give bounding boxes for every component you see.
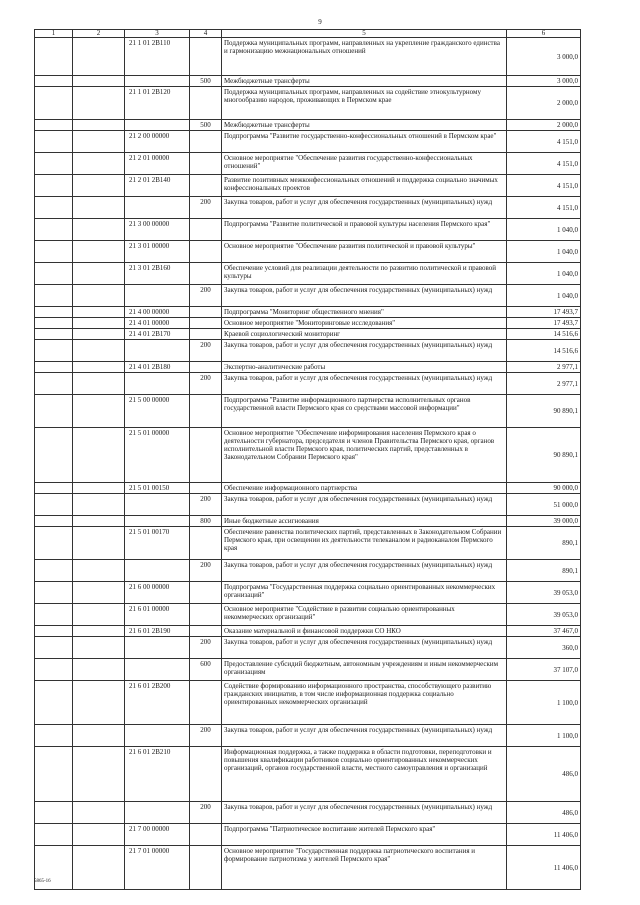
- type-cell: 500: [190, 120, 222, 131]
- empty-cell: [35, 76, 73, 87]
- empty-cell: [73, 197, 125, 219]
- amount-cell: 51 000,0: [507, 494, 581, 516]
- name-cell: Закупка товаров, работ и услуг для обеспечения государственных (муниципальных) нужд: [222, 494, 507, 516]
- empty-cell: [35, 516, 73, 527]
- type-cell: 200: [190, 285, 222, 307]
- amount-cell: 17 493,7: [507, 318, 581, 329]
- empty-cell: [35, 263, 73, 285]
- empty-cell: [35, 582, 73, 604]
- name-cell: Закупка товаров, работ и услуг для обеспечения государственных (муниципальных) нужд: [222, 373, 507, 395]
- amount-cell: 890,1: [507, 527, 581, 560]
- empty-cell: [73, 659, 125, 681]
- code-cell: 21 6 01 2В200: [125, 681, 190, 725]
- name-cell: Закупка товаров, работ и услуг для обеспечения государственных (муниципальных) нужд: [222, 197, 507, 219]
- amount-cell: 1 100,0: [507, 725, 581, 747]
- code-cell: [125, 285, 190, 307]
- column-header: 6: [507, 30, 581, 38]
- amount-cell: 39 053,0: [507, 604, 581, 626]
- code-cell: 21 5 01 00150: [125, 483, 190, 494]
- empty-cell: [73, 527, 125, 560]
- type-cell: 600: [190, 659, 222, 681]
- name-cell: Подпрограмма "Государственная поддержка социально ориентированных некоммерческих организаций": [222, 582, 507, 604]
- name-cell: Подпрограмма "Развитие государственно-конфессиональных отношений в Пермском крае": [222, 131, 507, 153]
- empty-cell: [73, 626, 125, 637]
- name-cell: Краевой социологический мониторинг: [222, 329, 507, 340]
- table-row: [35, 659, 581, 681]
- empty-cell: [35, 494, 73, 516]
- table-row: [35, 340, 581, 362]
- amount-cell: 4 151,0: [507, 153, 581, 175]
- type-cell: [190, 527, 222, 560]
- code-cell: 21 3 01 2В160: [125, 263, 190, 285]
- empty-cell: [35, 120, 73, 131]
- code-cell: [125, 373, 190, 395]
- name-cell: Развитие позитивных межконфессиональных отношений и поддержка социально значимых конфессиональных проектов: [222, 175, 507, 197]
- empty-cell: [35, 87, 73, 120]
- empty-cell: [35, 747, 73, 802]
- table-row: [35, 241, 581, 263]
- type-cell: 200: [190, 802, 222, 824]
- table-row: [35, 38, 581, 76]
- empty-cell: [35, 395, 73, 428]
- empty-cell: [35, 131, 73, 153]
- code-cell: 21 1 01 2В110: [125, 38, 190, 76]
- type-cell: [190, 362, 222, 373]
- empty-cell: [73, 824, 125, 846]
- amount-cell: 3 000,0: [507, 38, 581, 76]
- type-cell: [190, 626, 222, 637]
- code-cell: [125, 340, 190, 362]
- empty-cell: [35, 637, 73, 659]
- name-cell: Обеспечение равенства политических партий, представленных в Законодательном Собрании Пермского края, при освещении их деятельности телеканалом и радиоканалом Пермского края: [222, 527, 507, 560]
- table-row: [35, 87, 581, 120]
- table-row: [35, 637, 581, 659]
- empty-cell: [35, 483, 73, 494]
- empty-cell: [35, 373, 73, 395]
- type-cell: 800: [190, 516, 222, 527]
- name-cell: Подпрограмма "Патриотическое воспитание жителей Пермского края": [222, 824, 507, 846]
- amount-cell: 4 151,0: [507, 197, 581, 219]
- column-header: 4: [190, 30, 222, 38]
- name-cell: Основное мероприятие "Содействие в развитии социально ориентированных некоммерческих организаций": [222, 604, 507, 626]
- code-cell: [125, 560, 190, 582]
- table-row: [35, 153, 581, 175]
- empty-cell: [35, 362, 73, 373]
- name-cell: Закупка товаров, работ и услуг для обеспечения государственных (муниципальных) нужд: [222, 725, 507, 747]
- code-cell: 21 6 01 2В190: [125, 626, 190, 637]
- code-cell: 21 6 01 00000: [125, 604, 190, 626]
- type-cell: [190, 604, 222, 626]
- code-cell: 21 5 01 00170: [125, 527, 190, 560]
- name-cell: Иные бюджетные ассигнования: [222, 516, 507, 527]
- table-row: [35, 120, 581, 131]
- amount-cell: 486,0: [507, 747, 581, 802]
- table-row: [35, 395, 581, 428]
- amount-cell: 11 406,0: [507, 824, 581, 846]
- empty-cell: [35, 175, 73, 197]
- name-cell: Основное мероприятие "Государственная поддержка патриотического воспитания и формирование патриотизма у жителей Пермского края": [222, 846, 507, 890]
- name-cell: Основное мероприятие "Обеспечение информирования населения Пермского края о деятельности губернатора, председателя и членов Правительства Пермского края, органов исполнительной власти Пермского края, политических партий, представленных в Законодательном Собрании Пермского края": [222, 428, 507, 483]
- empty-cell: [73, 219, 125, 241]
- type-cell: 200: [190, 560, 222, 582]
- amount-cell: 2 977,1: [507, 362, 581, 373]
- table-row: [35, 527, 581, 560]
- name-cell: Поддержка муниципальных программ, направленных на укрепление гражданского единства и гармонизацию межнациональных отношений: [222, 38, 507, 76]
- name-cell: Основное мероприятие "Обеспечение развития политической и правовой культуры": [222, 241, 507, 263]
- code-cell: 21 2 01 00000: [125, 153, 190, 175]
- type-cell: [190, 428, 222, 483]
- type-cell: 200: [190, 197, 222, 219]
- type-cell: 200: [190, 340, 222, 362]
- empty-cell: [35, 802, 73, 824]
- type-cell: [190, 681, 222, 725]
- empty-cell: [73, 395, 125, 428]
- amount-cell: 360,0: [507, 637, 581, 659]
- code-cell: 21 7 01 00000: [125, 846, 190, 890]
- name-cell: Закупка товаров, работ и услуг для обеспечения государственных (муниципальных) нужд: [222, 802, 507, 824]
- code-cell: 21 1 01 2В120: [125, 87, 190, 120]
- name-cell: Подпрограмма "Мониторинг общественного мнения": [222, 307, 507, 318]
- empty-cell: [35, 38, 73, 76]
- code-cell: [125, 516, 190, 527]
- table-row: [35, 747, 581, 802]
- amount-cell: 890,1: [507, 560, 581, 582]
- type-cell: 200: [190, 637, 222, 659]
- table-row: [35, 285, 581, 307]
- amount-cell: 39 053,0: [507, 582, 581, 604]
- code-cell: 21 2 01 2В140: [125, 175, 190, 197]
- code-cell: [125, 76, 190, 87]
- empty-cell: [73, 582, 125, 604]
- empty-cell: [73, 483, 125, 494]
- empty-cell: [73, 153, 125, 175]
- name-cell: Закупка товаров, работ и услуг для обеспечения государственных (муниципальных) нужд: [222, 637, 507, 659]
- empty-cell: [73, 307, 125, 318]
- amount-cell: 2 000,0: [507, 87, 581, 120]
- type-cell: [190, 824, 222, 846]
- table-row: [35, 582, 581, 604]
- name-cell: Закупка товаров, работ и услуг для обеспечения государственных (муниципальных) нужд: [222, 285, 507, 307]
- footer-document-code: 5865-16: [34, 879, 51, 884]
- empty-cell: [73, 604, 125, 626]
- amount-cell: 3 000,0: [507, 76, 581, 87]
- empty-cell: [35, 219, 73, 241]
- empty-cell: [35, 307, 73, 318]
- name-cell: Основное мероприятие "Обеспечение развития государственно-конфессиональных отношений": [222, 153, 507, 175]
- name-cell: Обеспечение условий для реализации деятельности по развитию политической и правовой культуры: [222, 263, 507, 285]
- table-row: [35, 175, 581, 197]
- type-cell: [190, 131, 222, 153]
- amount-cell: 4 151,0: [507, 175, 581, 197]
- empty-cell: [73, 637, 125, 659]
- table-row: [35, 494, 581, 516]
- type-cell: 500: [190, 76, 222, 87]
- type-cell: [190, 307, 222, 318]
- amount-cell: 2 977,1: [507, 373, 581, 395]
- type-cell: [190, 395, 222, 428]
- amount-cell: 14 516,6: [507, 340, 581, 362]
- amount-cell: 486,0: [507, 802, 581, 824]
- column-header: 3: [125, 30, 190, 38]
- amount-cell: 14 516,6: [507, 329, 581, 340]
- empty-cell: [73, 241, 125, 263]
- type-cell: [190, 263, 222, 285]
- table-row: [35, 681, 581, 725]
- code-cell: 21 6 00 00000: [125, 582, 190, 604]
- column-header: 2: [73, 30, 125, 38]
- empty-cell: [35, 604, 73, 626]
- name-cell: Закупка товаров, работ и услуг для обеспечения государственных (муниципальных) нужд: [222, 340, 507, 362]
- amount-cell: 1 040,0: [507, 285, 581, 307]
- amount-cell: 17 493,7: [507, 307, 581, 318]
- table-row: [35, 824, 581, 846]
- budget-table: [34, 29, 581, 890]
- table-row: [35, 802, 581, 824]
- empty-cell: [73, 76, 125, 87]
- type-cell: [190, 483, 222, 494]
- code-cell: 21 5 01 00000: [125, 428, 190, 483]
- column-header: 1: [35, 30, 73, 38]
- empty-cell: [35, 329, 73, 340]
- header-row: [35, 30, 581, 38]
- table-row: [35, 626, 581, 637]
- empty-cell: [73, 318, 125, 329]
- name-cell: Закупка товаров, работ и услуг для обеспечения государственных (муниципальных) нужд: [222, 560, 507, 582]
- type-cell: [190, 582, 222, 604]
- table-row: [35, 263, 581, 285]
- amount-cell: 2 000,0: [507, 120, 581, 131]
- type-cell: [190, 87, 222, 120]
- empty-cell: [73, 329, 125, 340]
- type-cell: 200: [190, 494, 222, 516]
- empty-cell: [73, 725, 125, 747]
- amount-cell: 1 040,0: [507, 241, 581, 263]
- amount-cell: 37 107,0: [507, 659, 581, 681]
- code-cell: 21 5 00 00000: [125, 395, 190, 428]
- code-cell: 21 7 00 00000: [125, 824, 190, 846]
- name-cell: Межбюджетные трансферты: [222, 76, 507, 87]
- type-cell: [190, 241, 222, 263]
- empty-cell: [35, 318, 73, 329]
- empty-cell: [35, 197, 73, 219]
- type-cell: [190, 175, 222, 197]
- empty-cell: [73, 802, 125, 824]
- empty-cell: [73, 285, 125, 307]
- table-row: [35, 318, 581, 329]
- table-row: [35, 362, 581, 373]
- table-row: [35, 219, 581, 241]
- code-cell: [125, 659, 190, 681]
- table-row: [35, 483, 581, 494]
- empty-cell: [73, 494, 125, 516]
- empty-cell: [73, 38, 125, 76]
- amount-cell: 1 040,0: [507, 219, 581, 241]
- empty-cell: [35, 560, 73, 582]
- table-row: [35, 131, 581, 153]
- name-cell: Подпрограмма "Развитие политической и правовой культуры населения Пермского края": [222, 219, 507, 241]
- empty-cell: [35, 725, 73, 747]
- code-cell: 21 2 00 00000: [125, 131, 190, 153]
- name-cell: Оказание материальной и финансовой поддержки СО НКО: [222, 626, 507, 637]
- amount-cell: 90 890,1: [507, 428, 581, 483]
- empty-cell: [73, 131, 125, 153]
- amount-cell: 11 406,0: [507, 846, 581, 890]
- empty-cell: [73, 362, 125, 373]
- code-cell: [125, 120, 190, 131]
- empty-cell: [73, 373, 125, 395]
- code-cell: 21 4 01 00000: [125, 318, 190, 329]
- column-header: 5: [222, 30, 507, 38]
- name-cell: Экспертно-аналитические работы: [222, 362, 507, 373]
- name-cell: Содействие формированию информационного пространства, способствующего развитию гражданских инициатив, в том числе информационная поддержка социально ориентированных некоммерческих организаций: [222, 681, 507, 725]
- table-row: [35, 373, 581, 395]
- empty-cell: [73, 846, 125, 890]
- empty-cell: [73, 516, 125, 527]
- empty-cell: [73, 340, 125, 362]
- code-cell: [125, 725, 190, 747]
- code-cell: [125, 494, 190, 516]
- type-cell: [190, 219, 222, 241]
- table-row: [35, 725, 581, 747]
- type-cell: 200: [190, 725, 222, 747]
- name-cell: Подпрограмма "Развитие информационного партнерства исполнительных органов государственной власти Пермского края со средствами массовой информации": [222, 395, 507, 428]
- table-row: [35, 516, 581, 527]
- name-cell: Предоставление субсидий бюджетным, автономным учреждениям и иным некоммерческим организациям: [222, 659, 507, 681]
- table-row: [35, 604, 581, 626]
- table-row: [35, 560, 581, 582]
- table-row: [35, 307, 581, 318]
- amount-cell: 39 000,0: [507, 516, 581, 527]
- code-cell: 21 6 01 2В210: [125, 747, 190, 802]
- empty-cell: [73, 747, 125, 802]
- empty-cell: [73, 560, 125, 582]
- empty-cell: [35, 428, 73, 483]
- code-cell: 21 4 00 00000: [125, 307, 190, 318]
- empty-cell: [73, 87, 125, 120]
- empty-cell: [35, 626, 73, 637]
- amount-cell: 1 040,0: [507, 263, 581, 285]
- empty-cell: [73, 120, 125, 131]
- empty-cell: [35, 340, 73, 362]
- name-cell: Межбюджетные трансферты: [222, 120, 507, 131]
- type-cell: [190, 38, 222, 76]
- empty-cell: [73, 681, 125, 725]
- type-cell: [190, 329, 222, 340]
- empty-cell: [73, 175, 125, 197]
- empty-cell: [35, 153, 73, 175]
- empty-cell: [35, 527, 73, 560]
- name-cell: Основное мероприятие "Мониторинговые исследования": [222, 318, 507, 329]
- amount-cell: 37 467,0: [507, 626, 581, 637]
- amount-cell: 90 890,1: [507, 395, 581, 428]
- table-row: [35, 197, 581, 219]
- code-cell: 21 3 01 00000: [125, 241, 190, 263]
- empty-cell: [73, 428, 125, 483]
- table-row: [35, 329, 581, 340]
- empty-cell: [35, 241, 73, 263]
- amount-cell: 1 100,0: [507, 681, 581, 725]
- code-cell: [125, 802, 190, 824]
- type-cell: [190, 747, 222, 802]
- amount-cell: 4 151,0: [507, 131, 581, 153]
- empty-cell: [35, 824, 73, 846]
- type-cell: [190, 153, 222, 175]
- amount-cell: 90 000,0: [507, 483, 581, 494]
- name-cell: Поддержка муниципальных программ, направленных на содействие этнокультурному многообразию народов, проживающих в Пермском крае: [222, 87, 507, 120]
- table-row: [35, 846, 581, 890]
- code-cell: 21 4 01 2В180: [125, 362, 190, 373]
- code-cell: [125, 197, 190, 219]
- type-cell: [190, 318, 222, 329]
- page-number: 9: [318, 18, 322, 26]
- table-row: [35, 428, 581, 483]
- code-cell: 21 4 01 2В170: [125, 329, 190, 340]
- name-cell: Обеспечение информационного партнерства: [222, 483, 507, 494]
- code-cell: 21 3 00 00000: [125, 219, 190, 241]
- empty-cell: [35, 659, 73, 681]
- empty-cell: [73, 263, 125, 285]
- type-cell: 200: [190, 373, 222, 395]
- table-row: [35, 76, 581, 87]
- name-cell: Информационная поддержка, а также поддержка в области подготовки, переподготовки и повышения квалификации работников социально ориентированных некоммерческих организаций, органов государственной власти, местного самоуправления и организаций: [222, 747, 507, 802]
- empty-cell: [35, 681, 73, 725]
- code-cell: [125, 637, 190, 659]
- empty-cell: [35, 285, 73, 307]
- type-cell: [190, 846, 222, 890]
